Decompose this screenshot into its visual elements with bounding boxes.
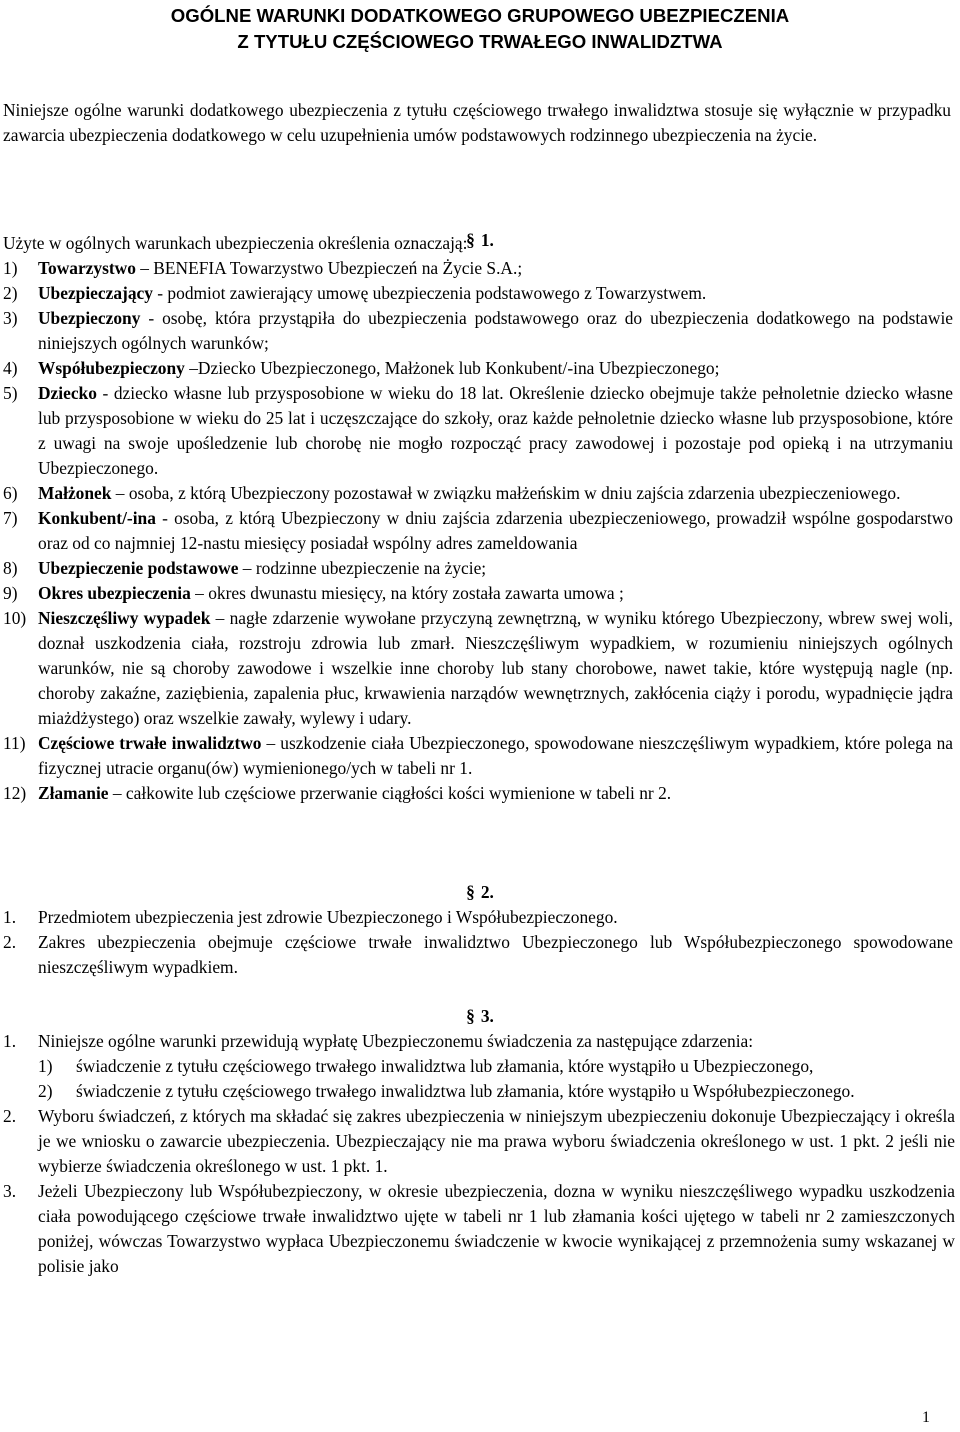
definition-text: - osobę, która przystąpiła do ubezpieczenia podstawowego oraz do ubezpieczenia dodatkowego na podstawie niniejszych ogólnych warunków; bbox=[38, 308, 953, 353]
item-number: 4) bbox=[3, 358, 18, 378]
definition-item bbox=[3, 381, 953, 481]
defined-term: Okres ubezpieczenia bbox=[38, 583, 191, 603]
section-3-body bbox=[3, 1029, 955, 1279]
item-text: Wyboru świadczeń, z których ma składać się zakres ubezpieczenia w niniejszym ubezpieczeniu dokonuje Ubezpieczający i określa je we wniosku o zawarcie ubezpieczenia. Ubezpieczający nie ma prawa wyboru świadczenia określonego w ust. 1 pkt. 2 jeśli nie wybierze świadczenia określonego w ust. 1 pkt. 1. bbox=[38, 1106, 955, 1176]
item-number: 6) bbox=[3, 483, 18, 503]
sub-item-text: świadczenie z tytułu częściowego trwałego inwalidztwa lub złamania, które wystąpiło u Ubezpieczonego, bbox=[76, 1056, 814, 1076]
item-number: 7) bbox=[3, 508, 18, 528]
definition-item bbox=[3, 506, 953, 556]
definition-item bbox=[3, 256, 953, 281]
item-number: 2. bbox=[3, 932, 17, 952]
item-text: Zakres ubezpieczenia obejmuje częściowe trwałe inwalidztwo Ubezpieczonego lub Współubezpieczonego spowodowane nieszczęśliwym wypadkiem. bbox=[38, 932, 953, 977]
sub-item-number: 1) bbox=[38, 1056, 53, 1076]
item-number: 2. bbox=[3, 1106, 17, 1126]
definition-item bbox=[3, 731, 953, 781]
definition-item bbox=[3, 281, 953, 306]
item-number: 3) bbox=[3, 308, 18, 328]
defined-term: Ubezpieczony bbox=[38, 308, 141, 328]
definition-item bbox=[3, 606, 953, 731]
definition-text: - osoba, z którą Ubezpieczony w dniu zajścia zdarzenia ubezpieczeniowego, prowadził wspólne gospodarstwo oraz od co najmniej 12-nastu miesięcy posiadał wspólny adres zameldowania bbox=[38, 508, 953, 553]
definition-item bbox=[3, 556, 953, 581]
definition-text: – całkowite lub częściowe przerwanie ciągłości kości wymienione w tabeli nr 2. bbox=[108, 783, 672, 803]
definition-text: – nagłe zdarzenie wywołane przyczyną zewnętrzną, w wyniku którego Ubezpieczony, wbrew swej woli, doznał uszkodzenia ciała, rozstroju zdrowia lub zmarł. Nieszczęśliwym wypadkiem, w rozumieniu niniejszych ogólnych warunków, nie są choroby zawodowe i wszelkie inne choroby lub stany chorobowe, nawet takie, które występują nagle (np. choroby zakaźne, zaziębienia, zapalenia płuc, krwawienia narządów wewnętrznych, zakłócenia ciąży i porodu, wypadnięcie jądra miażdżystego) oraz wszelkie zawały, wylewy i udary. bbox=[38, 608, 953, 728]
paragraph-item bbox=[3, 905, 953, 930]
item-number: 9) bbox=[3, 583, 18, 603]
definition-text: – uszkodzenie ciała Ubezpieczonego, spowodowane nieszczęśliwym wypadkiem, które polega na fizycznej utracie organu(ów) wymienionego/ych w tabeli nr 1. bbox=[38, 733, 954, 778]
item-number: 3. bbox=[3, 1181, 17, 1201]
section-heading-3 bbox=[0, 1004, 960, 1029]
definition-text: – osoba, z którą Ubezpieczony pozostawał w związku małżeńskim w dniu zajścia zdarzenia ubezpieczeniowego. bbox=[111, 483, 901, 503]
item-number: 5) bbox=[3, 383, 18, 403]
definitions-list bbox=[3, 256, 953, 806]
item-number: 12) bbox=[3, 783, 27, 803]
defined-term: Dziecko bbox=[38, 383, 97, 403]
item-number: 2) bbox=[3, 283, 18, 303]
section-1-lead: Użyte w ogólnych warunkach ubezpieczenia określenia oznaczają: bbox=[3, 233, 468, 253]
section-number: 3. bbox=[480, 1006, 494, 1026]
defined-term: Małżonek bbox=[38, 483, 112, 503]
sub-item-text: świadczenie z tytułu częściowego trwałego inwalidztwa lub złamania, które wystąpiło u Współubezpieczonego. bbox=[76, 1081, 855, 1101]
defined-term: Konkubent/-ina bbox=[38, 508, 156, 528]
definition-text: – rodzinne ubezpieczenie na życie; bbox=[238, 558, 487, 578]
item-text: Przedmiotem ubezpieczenia jest zdrowie Ubezpieczonego i Współubezpieczonego. bbox=[38, 907, 618, 927]
section-sign: § bbox=[466, 1006, 475, 1026]
sub-item bbox=[38, 1079, 955, 1104]
defined-term: Współubezpieczony bbox=[38, 358, 185, 378]
definition-item bbox=[3, 306, 953, 356]
item-number: 1. bbox=[3, 907, 17, 927]
section-number: 2. bbox=[480, 882, 494, 902]
section-sign: § bbox=[466, 230, 475, 250]
page-number: 1 bbox=[922, 1409, 930, 1426]
item-number: 1. bbox=[3, 1031, 17, 1051]
section-number: 1. bbox=[480, 230, 494, 250]
item-number: 1) bbox=[3, 258, 18, 278]
defined-term: Częściowe trwałe inwalidztwo bbox=[38, 733, 262, 753]
section-heading-2 bbox=[0, 880, 960, 905]
intro-paragraph: Niniejsze ogólne warunki dodatkowego ubezpieczenia z tytułu częściowego trwałego inwalidztwa stosuje się wyłącznie w przypadku zawarcia ubezpieczenia dodatkowego w celu uzupełnienia umów podstawowych rodzinnego ubezpieczenia na życie. bbox=[3, 100, 951, 145]
definition-text: – okres dwunastu miesięcy, na który została zawarta umowa ; bbox=[190, 583, 624, 603]
item-text: Jeżeli Ubezpieczony lub Współubezpieczony, w okresie ubezpieczenia, dozna w wyniku nieszczęśliwego wypadku uszkodzenia ciała powodującego częściowe trwałe inwalidztwo ujęte w tabeli nr 1 lub złamania kości ujętego w tabeli nr 2 zamieszczonych poniżej, wówczas Towarzystwo wypłaca Ubezpieczonemu świadczenie w kwocie wynikającej z przemnożenia sumy wskazanej w polisie jako bbox=[38, 1181, 955, 1276]
defined-term: Ubezpieczający bbox=[38, 283, 153, 303]
definition-item bbox=[3, 356, 953, 381]
sub-item bbox=[38, 1054, 955, 1079]
definition-text: - podmiot zawierający umowę ubezpieczenia podstawowego z Towarzystwem. bbox=[152, 283, 707, 303]
document-title-line-1: OGÓLNE WARUNKI DODATKOWEGO GRUPOWEGO UBEZPIECZENIA bbox=[170, 5, 790, 26]
item-text: Niniejsze ogólne warunki przewidują wypłatę Ubezpieczonemu świadczenia za następujące zdarzenia: bbox=[38, 1031, 754, 1051]
sub-item-number: 2) bbox=[38, 1081, 53, 1101]
item-number: 8) bbox=[3, 558, 18, 578]
section-sign: § bbox=[466, 882, 475, 902]
paragraph-item bbox=[3, 1179, 955, 1279]
section-1-body bbox=[3, 231, 953, 806]
defined-term: Złamanie bbox=[38, 783, 109, 803]
paragraph-item bbox=[3, 930, 953, 980]
definition-text: –Dziecko Ubezpieczonego, Małżonek lub Konkubent/-ina Ubezpieczonego; bbox=[184, 358, 720, 378]
defined-term: Towarzystwo bbox=[38, 258, 136, 278]
paragraph-item bbox=[3, 1029, 955, 1104]
defined-term: Nieszczęśliwy wypadek bbox=[38, 608, 211, 628]
paragraph-item bbox=[3, 1104, 955, 1179]
definition-text: – BENEFIA Towarzystwo Ubezpieczeń na Życie S.A.; bbox=[135, 258, 523, 278]
definition-item bbox=[3, 481, 953, 506]
definition-item bbox=[3, 581, 953, 606]
definition-text: - dziecko własne lub przysposobione w wieku do 18 lat. Określenie dziecko obejmuje także pełnoletnie dziecko własne lub przysposobione w wieku do 25 lat i uczęszczające do szkoły, oraz każde pełnoletnie dziecko własne lub przysposobione, które z uwagi na swoje upośledzenie lub chorobę nie mogło rozpocząć pracy zawodowej i pozostaje pod opieką i na utrzymaniu Ubezpieczonego. bbox=[38, 383, 953, 478]
item-number: 10) bbox=[3, 608, 27, 628]
definition-item bbox=[3, 781, 953, 806]
document-title-line-2: Z TYTUŁU CZĘŚCIOWEGO TRWAŁEGO INWALIDZTWA bbox=[237, 31, 723, 52]
defined-term: Ubezpieczenie podstawowe bbox=[38, 558, 239, 578]
section-2-body bbox=[3, 905, 953, 980]
item-number: 11) bbox=[3, 733, 26, 753]
